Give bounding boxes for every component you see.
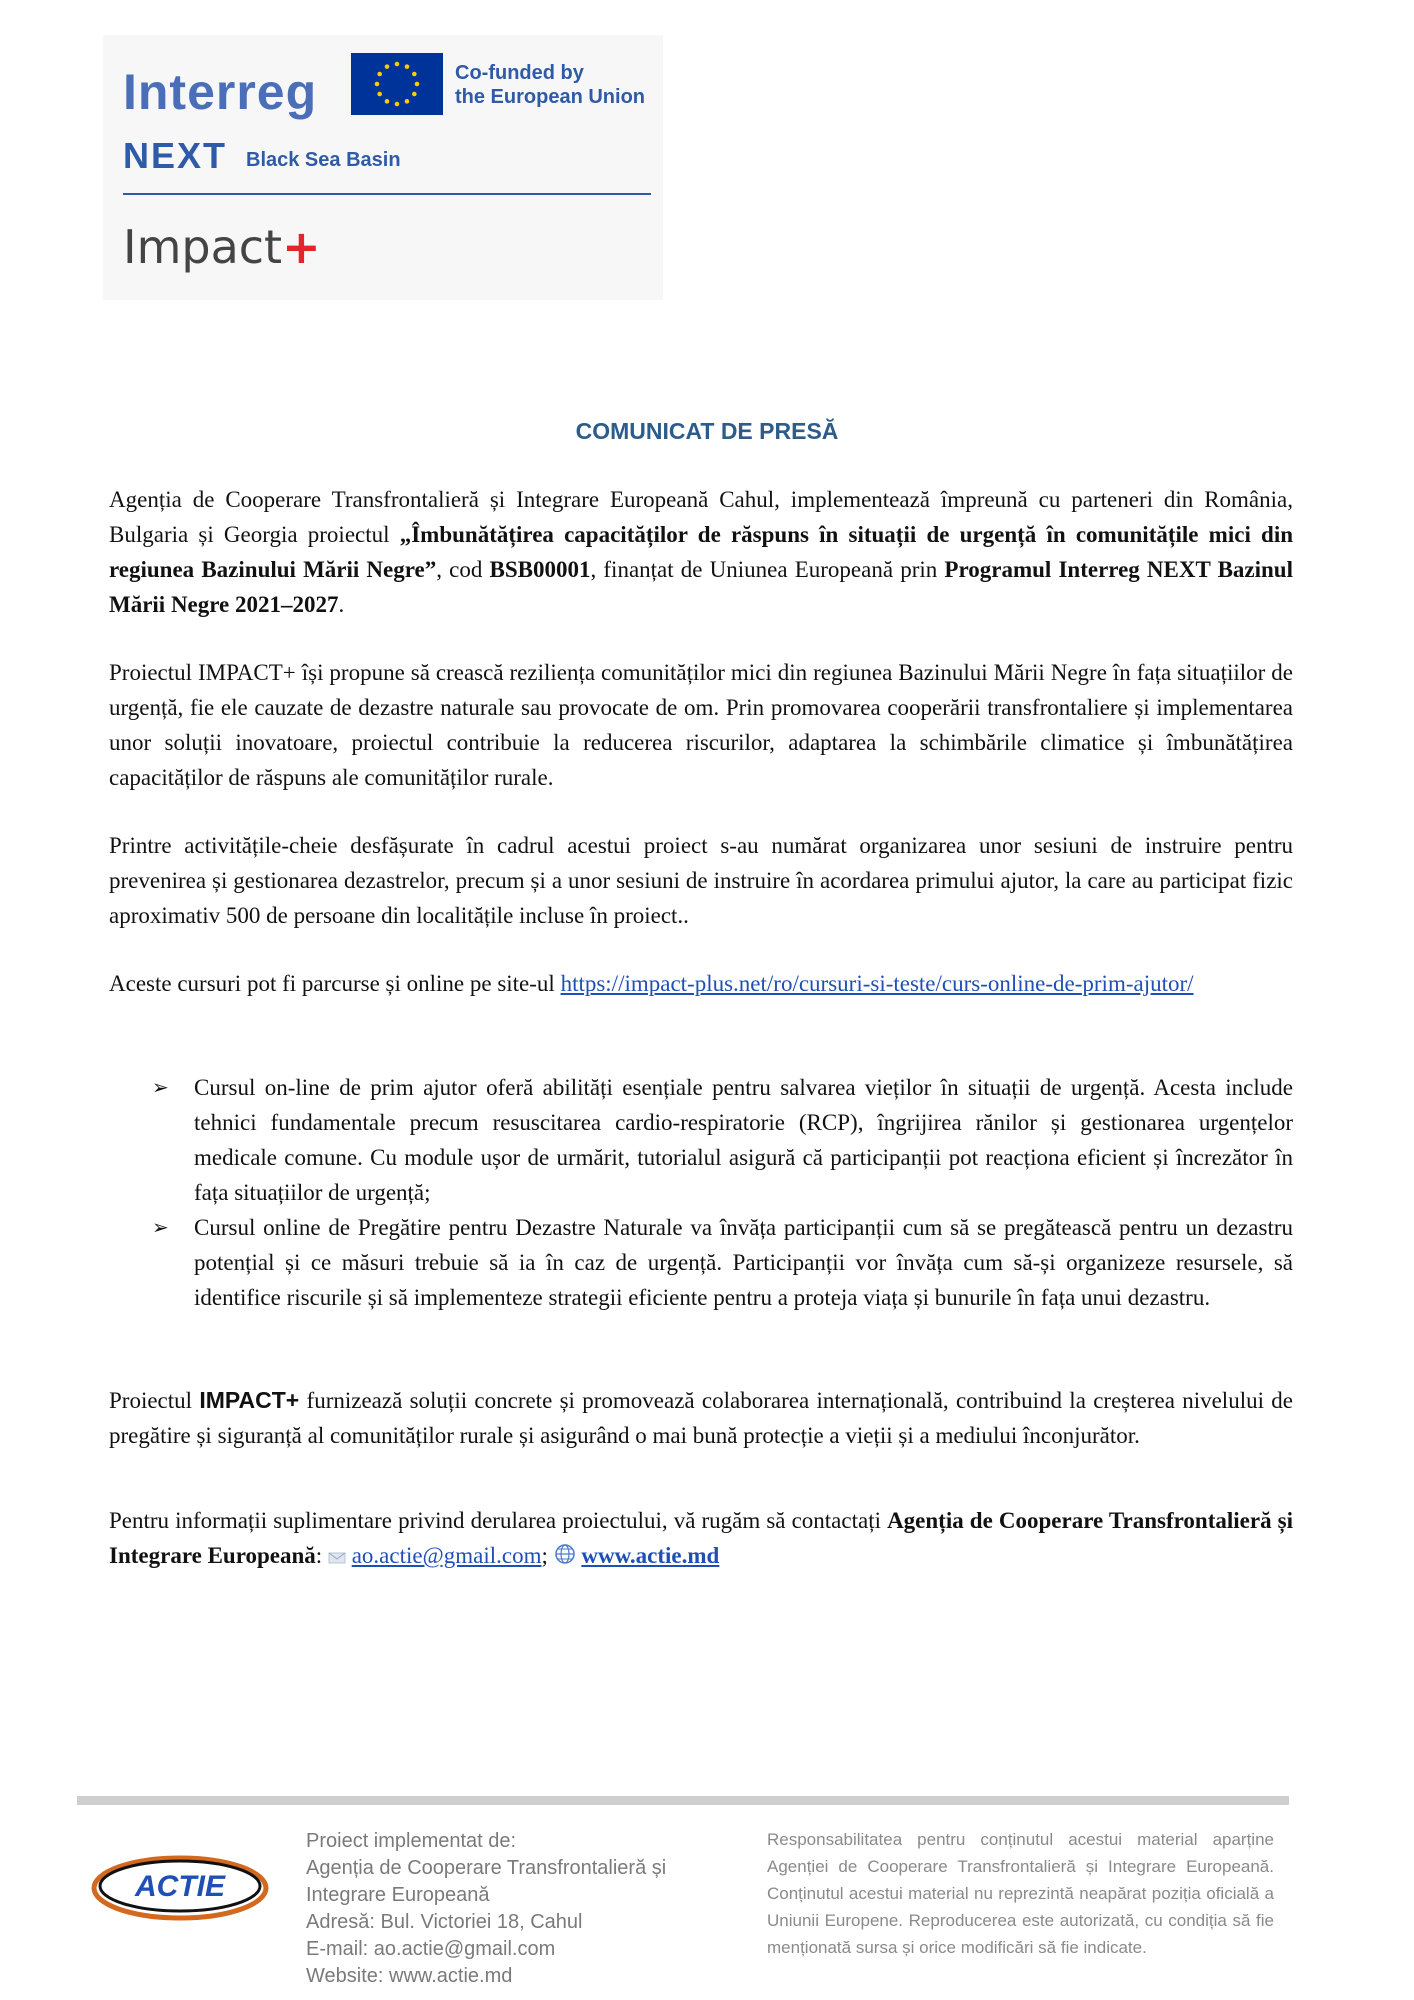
actie-logo: [90, 1848, 270, 1928]
contact-separator: ;: [541, 1543, 548, 1568]
globe-icon: [554, 1540, 576, 1575]
impact-plus-name: IMPACT+: [199, 1387, 300, 1413]
intro-text-a: Agenția de Cooperare Transfrontalieră și Integrare Europeană Cahul, implementează împreună cu parteneri din România, Bulgaria și Georgia proiectul: [109, 487, 1293, 547]
arrow-bullet-icon: ➢: [152, 1075, 169, 1099]
eu-star-icon: [405, 99, 410, 104]
cofunded-label: [455, 61, 645, 109]
footer-disclaimer: Responsabilitatea pentru conținutul acestui material aparține Agenției de Cooperare Transfrontalieră și Integrare Europeană. Conținutul acestui material nu reprezintă neapărat poziția oficială a Uniunii Europene. Reproducerea este autorizată, cu condiția să fie menționată sursa și orice modificări să fie indicate.: [767, 1830, 1274, 1957]
intro-text-e: , finanțat de Uniunea Europeană prin: [590, 557, 945, 582]
interreg-logo-text: Interreg: [123, 64, 318, 120]
eu-star-icon: [412, 72, 417, 77]
footer-line: Agenția de Cooperare Transfrontalieră și: [306, 1857, 667, 1879]
contact-paragraph: [109, 1503, 1293, 1575]
eu-star-icon: [412, 92, 417, 97]
email-icon: [328, 1540, 346, 1575]
eu-star-icon: [385, 99, 390, 104]
project-code: BSB00001: [489, 557, 591, 582]
conclusion-text-c: furnizează soluții concrete și promovează colaborarea internațională, contribuind la creșterea nivelului de pregătire și siguranță al comunităților rurale și asigurând o mai bună protecție a vieții și a mediului înconjurător.: [109, 1388, 1293, 1448]
intro-text-g: .: [338, 592, 345, 617]
contact-text-a: Pentru informații suplimentare privind derularea proiectului, vă rugăm să contactați: [109, 1508, 888, 1533]
cofunded-line-1: Co-funded by: [455, 62, 584, 84]
program-name: Programul Interreg NEXT Bazinul Mării Negre 2021–2027: [109, 557, 1293, 617]
intro-paragraph: [109, 482, 1293, 622]
footer-line: Website: www.actie.md: [306, 1965, 513, 1987]
bullet-text-first-aid: Cursul on-line de prim ajutor oferă abilități esențiale pentru salvarea vieților în situații de urgență. Acesta include tehnici fundamentale precum resuscitarea cardio-respiratorie (RCP), îngrijirea rănilor și gestionarea urgențelor medicale comune. Cu module ușor de urmărit, tutorialul asigură că participanții pot reacționa eficient și încrezător în fața situațiilor de urgență;: [194, 1075, 1293, 1205]
black-sea-basin-label: Black Sea Basin: [246, 149, 401, 171]
impact-logo-plus: +: [282, 220, 321, 274]
eu-star-icon: [375, 82, 380, 87]
eu-star-icon: [405, 64, 410, 69]
eu-star-icon: [395, 62, 400, 67]
eu-flag-icon: [351, 53, 443, 115]
goal-paragraph: Proiectul IMPACT+ își propune să crească reziliența comunităților mici din regiunea Bazinului Mării Negre în fața situațiilor de urgență, fie ele cauzate de dezastre naturale sau provocate de om. Prin promovarea cooperării transfrontaliere și implementarea unor soluții inovatoare, proiectul contribuie la reducerea riscurilor, adaptarea la schimbările climatice și îmbunătățirea capacităților de răspuns ale comunităților rurale.: [109, 660, 1293, 790]
intro-text-c: , cod: [436, 557, 490, 582]
bullet-text-disaster-prep: Cursul online de Pregătire pentru Dezastre Naturale va învăța participanții cum să se pregătească pentru un dezastru potențial și ce măsuri trebuie să ia în caz de urgență. Participanții vor învăța cum să-și organizeze resursele, să identifice riscurile și să implementeze strategii eficiente pentru a proteja viața și bunurile în fața unui dezastru.: [194, 1215, 1293, 1310]
footer-line: E-mail: ao.actie@gmail.com: [306, 1938, 556, 1960]
agency-name: Agenția de Cooperare Transfrontalieră și Integrare Europeană: [109, 1508, 1293, 1568]
footer-divider: [77, 1796, 1289, 1805]
footer-implementer: [306, 1828, 736, 1990]
impact-logo-text: Impact: [123, 220, 283, 274]
eu-star-icon: [395, 102, 400, 107]
contact-colon: :: [315, 1543, 323, 1568]
footer-line: Proiect implementat de:: [306, 1830, 517, 1852]
email-link[interactable]: ao.actie@gmail.com: [351, 1543, 542, 1568]
eu-star-icon: [377, 72, 382, 77]
impact-plus-logo: [123, 220, 321, 274]
eu-star-icon: [385, 64, 390, 69]
list-item: [152, 1210, 1293, 1315]
next-logo-text: NEXT: [123, 135, 228, 176]
list-item: [152, 1070, 1293, 1210]
activities-paragraph: Printre activitățile-cheie desfășurate în cadrul acestui proiect s-au numărat organizarea unor sesiuni de instruire pentru prevenirea și gestionarea dezastrelor, precum și a unor sesiuni de instruire în acordarea primului ajutor, la care au participat fizic aproximativ 500 de persoane din localitățile incluse în proiect..: [109, 833, 1293, 928]
project-title: „Îmbunătățirea capacităților de răspuns în situații de urgență în comunitățile mici din regiunea Bazinului Mării Negre”: [109, 522, 1293, 582]
online-courses-paragraph: [109, 966, 1293, 1001]
footer-line: Integrare Europeană: [306, 1884, 490, 1906]
conclusion-text-a: Proiectul: [109, 1388, 200, 1413]
eu-star-icon: [415, 82, 420, 87]
footer-line: Adresă: Bul. Victoriei 18, Cahul: [306, 1911, 583, 1933]
eu-star-icon: [377, 92, 382, 97]
online-courses-text: Aceste cursuri pot fi parcurse și online pe site-ul: [109, 971, 561, 996]
course-link[interactable]: https://impact-plus.net/ro/cursuri-si-teste/curs-online-de-prim-ajutor/: [560, 971, 1194, 996]
page-title: COMUNICAT DE PRESĂ: [575, 418, 839, 444]
arrow-bullet-icon: ➢: [152, 1215, 169, 1239]
cofunded-line-2: the European Union: [455, 86, 645, 108]
actie-logo-text: ACTIE: [135, 1870, 225, 1903]
website-link[interactable]: www.actie.md: [581, 1543, 720, 1568]
header-logos: [103, 35, 663, 300]
conclusion-paragraph: [109, 1383, 1293, 1453]
logo-divider: [123, 193, 651, 195]
